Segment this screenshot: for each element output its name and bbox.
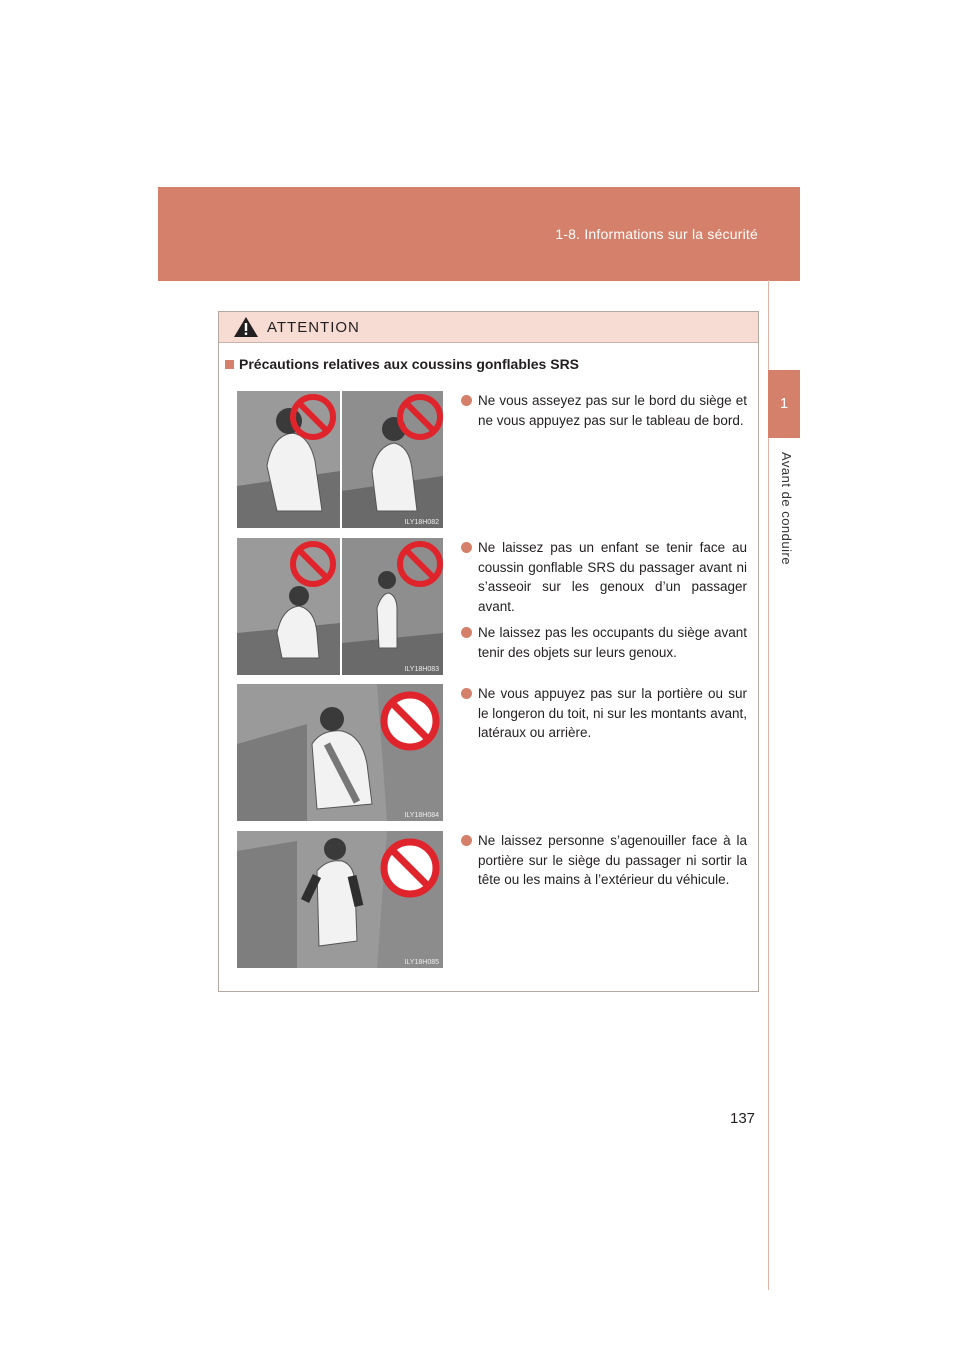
figure-code: ILY18H084 bbox=[404, 812, 439, 819]
bullet-item bbox=[461, 538, 747, 616]
bullet-item bbox=[461, 684, 747, 743]
bullet-list bbox=[461, 538, 747, 669]
bullet-text: Ne laissez pas les occupants du siège avant tenir des objets sur leurs genoux. bbox=[478, 625, 747, 660]
warning-triangle-icon bbox=[233, 316, 259, 338]
prohibition-icon bbox=[384, 695, 436, 747]
bullet-item bbox=[461, 831, 747, 890]
bullet-dot-icon bbox=[461, 542, 472, 553]
figure-code: ILY18H085 bbox=[404, 959, 439, 966]
bullet-dot-icon bbox=[461, 395, 472, 406]
section-title: 1-8. Informations sur la sécurité bbox=[555, 226, 758, 242]
bullet-text: Ne vous appuyez pas sur la portière ou sur le longeron du toit, ni sur les montants avant, latéraux ou arrière. bbox=[478, 686, 747, 740]
prohibition-icon bbox=[384, 842, 436, 894]
chapter-tab: 1 bbox=[768, 370, 800, 438]
attention-label: ATTENTION bbox=[267, 318, 360, 336]
bullet-dot-icon bbox=[461, 627, 472, 638]
chapter-header-band bbox=[158, 187, 800, 281]
bullet-text: Ne laissez personne s’agenouiller face à la portière sur le siège du passager ni sortir la tête ou les mains à l’extérieur du véhicule. bbox=[478, 833, 747, 887]
bullet-item bbox=[461, 391, 747, 430]
attention-box bbox=[218, 311, 759, 992]
illustration-kneeling-facing-door bbox=[237, 831, 443, 968]
illustration-seat-edge-leaning bbox=[237, 391, 443, 528]
illustration-child-facing-airbag bbox=[237, 538, 443, 675]
chapter-label: Avant de conduire bbox=[779, 452, 794, 566]
bullet-dot-icon bbox=[461, 835, 472, 846]
bullet-list bbox=[461, 831, 747, 897]
illustration-leaning-on-door bbox=[237, 684, 443, 821]
bullet-dot-icon bbox=[461, 688, 472, 699]
attention-header bbox=[219, 312, 758, 343]
figure-code: ILY18H083 bbox=[404, 666, 439, 673]
bullet-list bbox=[461, 391, 747, 437]
bullet-item bbox=[461, 623, 747, 662]
page-number: 137 bbox=[730, 1110, 756, 1127]
subheading-text: Précautions relatives aux coussins gonflables SRS bbox=[239, 356, 580, 372]
bullet-list bbox=[461, 684, 747, 750]
figure-code: ILY18H082 bbox=[404, 519, 439, 526]
section-subheading bbox=[225, 356, 579, 372]
bullet-text: Ne vous asseyez pas sur le bord du siège et ne vous appuyez pas sur le tableau de bord. bbox=[478, 393, 747, 428]
bullet-text: Ne laissez pas un enfant se tenir face au coussin gonflable SRS du passager avant ni s’asseoir sur les genoux d’un passager avant. bbox=[478, 540, 747, 614]
square-bullet-icon bbox=[225, 360, 234, 369]
